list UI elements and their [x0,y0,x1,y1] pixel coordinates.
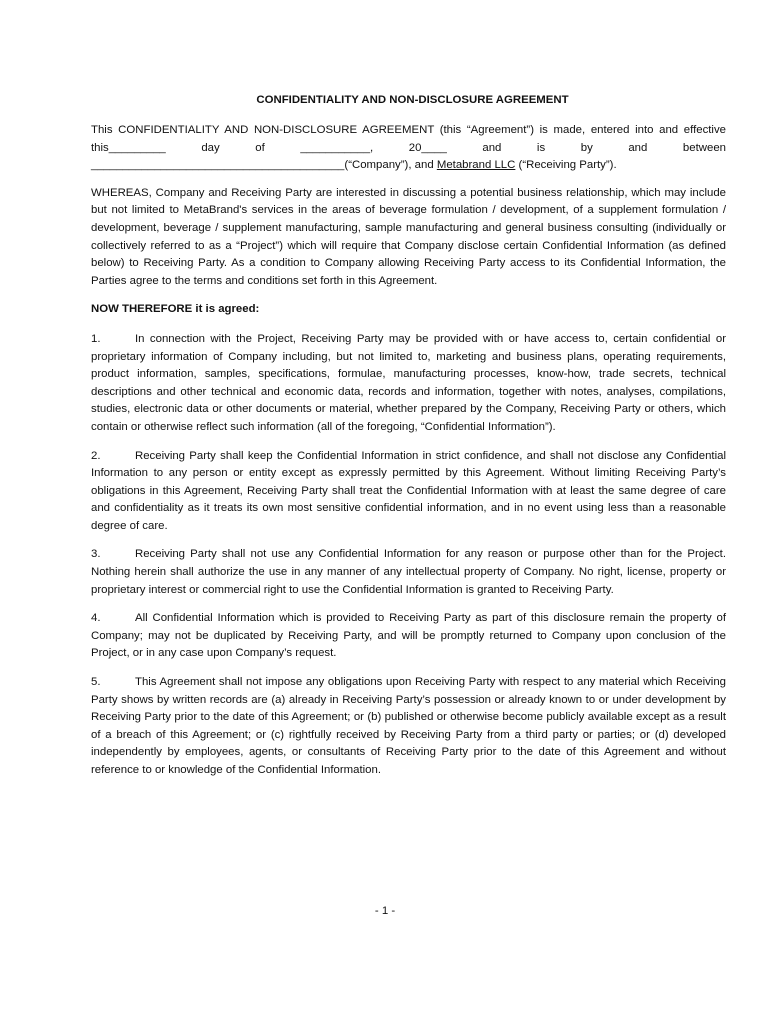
clause-text: Receiving Party shall not use any Confidential Information for any reason or purpose other than for the Project. Nothing herein shall authorize the use in any manner of any intellectual property of Company. No right, license, property or proprietary interest or commercial right to use the Confidential Information is granted to Receiving Party. [91,548,726,596]
clause-1 [91,331,726,437]
intro-text-end: (“Receiving Party”). [515,159,617,172]
clause-number: 2. [91,449,101,462]
whereas-paragraph: WHEREAS, Company and Receiving Party are interested in discussing a potential business relationship, which may include but not limited to MetaBrand's services in the areas of beverage formulation / development, of a supplement formulation / development, beverage / supplement manufacturing, sample manufacturing and general business consulting (individually or collectively referred to as a “Project”) which will require that Company disclose certain Confidential Information (as defined below) to Receiving Party. As a condition to Company allowing Receiving Party access to its Confidential Information, the Parties agree to the terms and conditions set forth in this Agreement. [91,186,726,287]
clause-text: This Agreement shall not impose any obligations upon Receiving Party with respect to any material which Receiving Party shows by written records are (a) already in Receiving Party’s possession or already known to or under development by Receiving Party prior to the date of this Agreement; or (b) published or otherwise become publicly available except as a result of a breach of this Agreement; or (c) rightfully received by Receiving Party from a third party or parties; or (d) developed independently by employees, agents, or consultants of Receiving Party prior to the date of this Agreement and without reference to or knowledge of the Confidential Information. [91,676,726,776]
now-therefore-heading: NOW THEREFORE it is agreed: [91,303,260,316]
clause-number: 4. [91,612,101,625]
page-number: - 1 - [374,905,396,917]
intro-paragraph [91,122,726,175]
clause-5 [91,674,726,780]
receiving-party-name: Metabrand LLC [436,159,516,172]
clause-3 [91,546,726,599]
clause-text: Receiving Party shall keep the Confidential Information in strict confidence, and shall not disclose any Confidential Information to any person or entity except as expressly permitted by this Agreement. Without limiting Receiving Party’s obligations in this Agreement, Receiving Party shall treat the Confidential Information with at least the same degree of care and confidentiality as it treats its own most sensitive confidential information, and in no event using less than a reasonable degree of care. [91,449,726,532]
clause-2 [91,448,726,536]
clause-number: 5. [91,676,101,689]
intro-text-start: This CONFIDENTIALITY AND NON-DISCLOSURE AGREEMENT (this “Agreement”) is made, entered into and effective this_________ day of ___________, 20____ and is by and between ________________________________________(“Company”), and [91,124,726,172]
clause-number: 3. [91,548,101,561]
clause-text: In connection with the Project, Receiving Party may be provided with or have access to, certain confidential or proprietary information of Company including, but not limited to, marketing and business plans, operating requirements, product information, samples, specifications, formulae, manufacturing processes, know-how, trade secrets, technical descriptions and other technical and economic data, records and information, together with notes, analyses, compilations, studies, electronic data or other documents or material, whether prepared by the Company, Receiving Party or others, which contain or otherwise reflect such information (all of the foregoing, “Confidential Information”). [91,332,726,433]
clause-number: 1. [91,332,101,345]
clause-4 [91,610,726,663]
clause-text: All Confidential Information which is provided to Receiving Party as part of this disclosure remain the property of Company; may not be duplicated by Receiving Party, and will be promptly returned to Company upon conclusion of the Project, or in any case upon Company’s request. [91,612,726,660]
document-title: CONFIDENTIALITY AND NON-DISCLOSURE AGREEMENT [256,94,569,106]
